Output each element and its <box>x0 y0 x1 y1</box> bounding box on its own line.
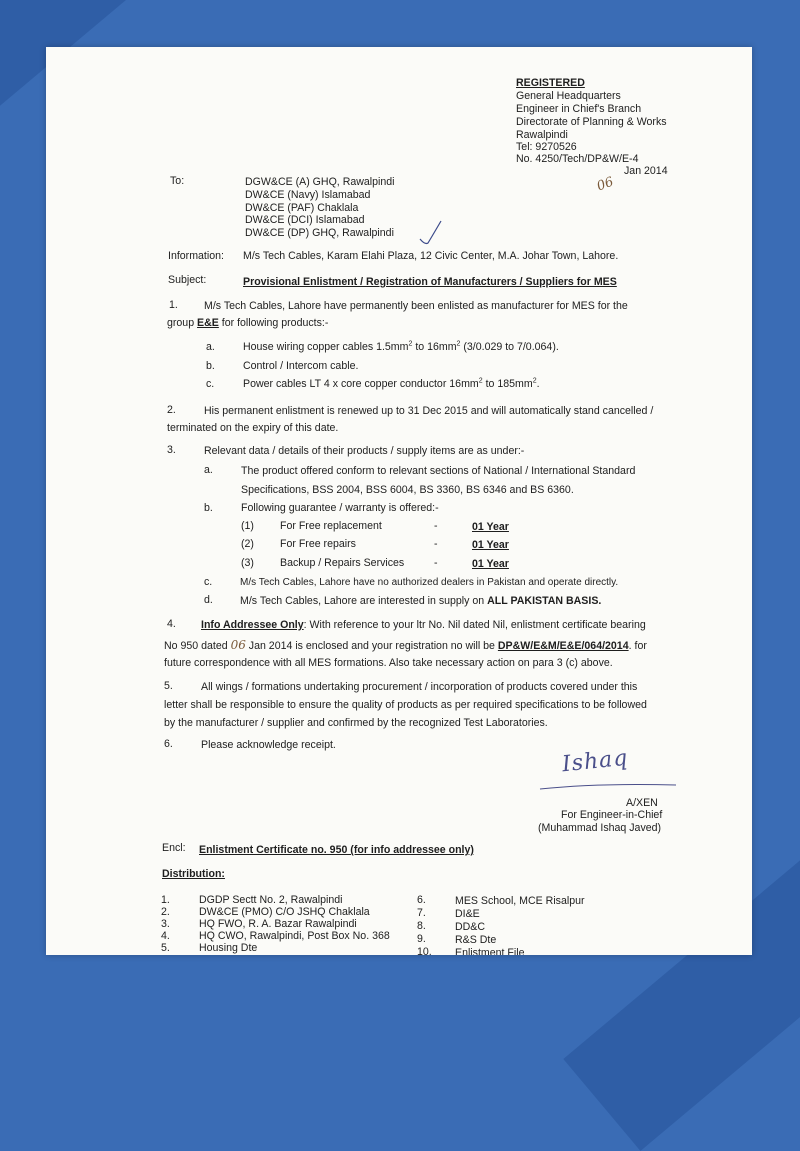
signature-scrawl: Ishaq <box>560 745 630 778</box>
superscript: 2 <box>532 377 537 385</box>
header-line: General Headquarters <box>516 90 621 102</box>
distribution-num: 9. <box>417 933 426 945</box>
distribution-num: 5. <box>161 942 170 954</box>
para3-d-plain: M/s Tech Cables, Lahore are interested in supply on <box>240 595 488 607</box>
para3-b-text: Following guarantee / warranty is offered:- <box>241 502 439 514</box>
distribution-item: DGDP Sectt No. 2, Rawalpindi <box>199 894 343 906</box>
distribution-item: R&S Dte <box>455 934 497 946</box>
header-line: Tel: 9270526 <box>516 141 577 153</box>
to-label: To: <box>170 175 185 187</box>
para-number: 5. <box>164 680 173 692</box>
distribution-num: 1. <box>161 894 170 906</box>
information-label: Information: <box>168 250 224 262</box>
para3-a-line1: The product offered conform to relevant sections of National / International Standard <box>241 465 636 477</box>
letter-date: Jan 2014 <box>624 165 668 177</box>
distribution-num: 6. <box>417 894 426 906</box>
item-label: b. <box>204 502 213 514</box>
handwritten-tick <box>418 219 444 247</box>
warranty-item: Backup / Repairs Services <box>280 557 405 569</box>
para2-line1: His permanent enlistment is renewed up to 31 Dec 2015 and will automatically stand cancelled / <box>204 405 654 417</box>
distribution-num: 2. <box>161 906 170 918</box>
letter-reference-number: No. 4250/Tech/DP&W/E-4 <box>516 153 639 165</box>
item-label: c. <box>204 576 213 588</box>
para6-text: Please acknowledge receipt. <box>201 739 336 751</box>
para3-d-bold: ALL PAKISTAN BASIS. <box>487 595 602 607</box>
recipient: DW&CE (DP) GHQ, Rawalpindi <box>245 227 394 239</box>
distribution-item: DI&E <box>455 908 480 920</box>
product-text: . <box>536 378 540 390</box>
group-code: E&E <box>197 317 219 329</box>
para-number: 3. <box>167 444 176 456</box>
warranty-num: (3) <box>241 557 254 569</box>
signature-underline <box>538 780 678 792</box>
subject-label: Subject: <box>168 274 207 286</box>
header-line: Directorate of Planning & Works <box>516 116 667 128</box>
registration-number: DP&W/E&M/E&E/064/2014 <box>497 640 629 652</box>
distribution-item: MES School, MCE Risalpur <box>455 895 585 907</box>
distribution-num: 3. <box>161 918 170 930</box>
product-item <box>243 341 559 354</box>
handwritten-day: 06 <box>230 638 246 652</box>
para4-line2 <box>164 639 647 653</box>
distribution-num: 4. <box>161 930 170 942</box>
para5-line1: All wings / formations undertaking procurement / incorporation of products covered under this <box>201 681 638 693</box>
item-label: d. <box>204 594 213 606</box>
distribution-item: Housing Dte <box>199 942 258 954</box>
signatory-name: (Muhammad Ishaq Javed) <box>538 822 662 834</box>
warranty-dash: - <box>434 538 438 550</box>
para5-line3: by the manufacturer / supplier and confirmed by the recognized Test Laboratories. <box>164 717 548 729</box>
warranty-period: 01 Year <box>472 558 509 570</box>
warranty-num: (2) <box>241 538 254 550</box>
registered-label: REGISTERED <box>516 77 585 89</box>
recipient: DGW&CE (A) GHQ, Rawalpindi <box>245 176 395 188</box>
item-label: a. <box>206 341 215 353</box>
distribution-item: HQ CWO, Rawalpindi, Post Box No. 368 <box>199 930 390 942</box>
superscript: 2 <box>456 340 461 348</box>
subject-text: Provisional Enlistment / Registration of Manufacturers / Suppliers for MES <box>243 276 617 288</box>
distribution-num: 8. <box>417 920 426 932</box>
para-number: 2. <box>167 404 176 416</box>
warranty-item: For Free replacement <box>280 520 382 532</box>
enclosure-label: Encl: <box>162 842 186 854</box>
item-label: b. <box>206 360 215 372</box>
para-number: 1. <box>169 299 178 311</box>
product-text: to 16mm <box>412 341 457 353</box>
warranty-item: For Free repairs <box>280 538 356 550</box>
letter-page <box>46 47 752 955</box>
para5-line2: letter shall be responsible to ensure the quality of products as per required specifications to be followed <box>164 699 647 711</box>
warranty-period: 01 Year <box>472 539 509 551</box>
para3-d-text <box>240 595 601 608</box>
header-line: Engineer in Chief's Branch <box>516 103 642 115</box>
recipient: DW&CE (DCI) Islamabad <box>245 214 365 226</box>
para1-post: for following products:- <box>218 317 329 329</box>
product-text: (3/0.029 to 7/0.064). <box>460 341 559 353</box>
signatory-rank: A/XEN <box>626 797 658 809</box>
superscript: 2 <box>408 340 413 348</box>
product-text: House wiring copper cables 1.5mm <box>243 341 409 353</box>
distribution-num: 10. <box>417 946 432 955</box>
para4-text: . for <box>628 640 647 652</box>
para4-text: : With reference to your ltr No. Nil dated Nil, enlistment certificate bearing <box>303 619 646 631</box>
product-text: Power cables LT 4 x core copper conductor 16mm <box>243 378 479 390</box>
warranty-period: 01 Year <box>472 521 509 533</box>
warranty-dash: - <box>434 557 438 569</box>
para2-line2: terminated on the expiry of this date. <box>167 422 339 434</box>
para4-text: Jan 2014 is enclosed and your registration no will be <box>245 640 498 652</box>
para-number: 6. <box>164 738 173 750</box>
distribution-item: Enlistment File <box>455 947 525 955</box>
para1-line1: M/s Tech Cables, Lahore have permanently been enlisted as manufacturer for MES for the <box>204 300 628 312</box>
distribution-title: Distribution: <box>162 868 225 880</box>
info-addressee-heading: Info Addressee Only <box>201 619 304 631</box>
warranty-num: (1) <box>241 520 254 532</box>
para4-line3: future correspondence with all MES formations. Also take necessary action on para 3 (c) above. <box>164 657 613 669</box>
para1-line2 <box>167 317 328 330</box>
enclosure-text: Enlistment Certificate no. 950 (for info addressee only) <box>199 844 474 856</box>
warranty-dash: - <box>434 520 438 532</box>
recipient: DW&CE (Navy) Islamabad <box>245 189 371 201</box>
para3-intro: Relevant data / details of their products / supply items are as under:- <box>204 445 525 457</box>
item-label: a. <box>204 464 213 476</box>
handwritten-day: 06 <box>594 174 616 195</box>
distribution-num: 7. <box>417 907 426 919</box>
superscript: 2 <box>478 377 483 385</box>
recipient: DW&CE (PAF) Chaklala <box>245 202 359 214</box>
para3-c-text: M/s Tech Cables, Lahore have no authorized dealers in Pakistan and operate directly. <box>240 577 619 588</box>
product-item: Control / Intercom cable. <box>243 360 359 372</box>
header-line: Rawalpindi <box>516 129 568 141</box>
para4-line1 <box>201 619 646 632</box>
product-item <box>243 378 540 391</box>
para-number: 4. <box>167 618 176 630</box>
item-label: c. <box>206 378 215 390</box>
para3-a-line2: Specifications, BSS 2004, BSS 6004, BS 3360, BS 6346 and BS 6360. <box>241 484 574 496</box>
signatory-for: For Engineer-in-Chief <box>561 809 663 821</box>
product-text: to 185mm <box>482 378 533 390</box>
distribution-item: DW&CE (PMO) C/O JSHQ Chaklala <box>199 906 370 918</box>
distribution-item: HQ FWO, R. A. Bazar Rawalpindi <box>199 918 357 930</box>
information-text: M/s Tech Cables, Karam Elahi Plaza, 12 Civic Center, M.A. Johar Town, Lahore. <box>243 250 619 262</box>
para4-text: No 950 dated <box>164 640 231 652</box>
distribution-item: DD&C <box>455 921 486 933</box>
para1-pre: group <box>167 317 198 329</box>
